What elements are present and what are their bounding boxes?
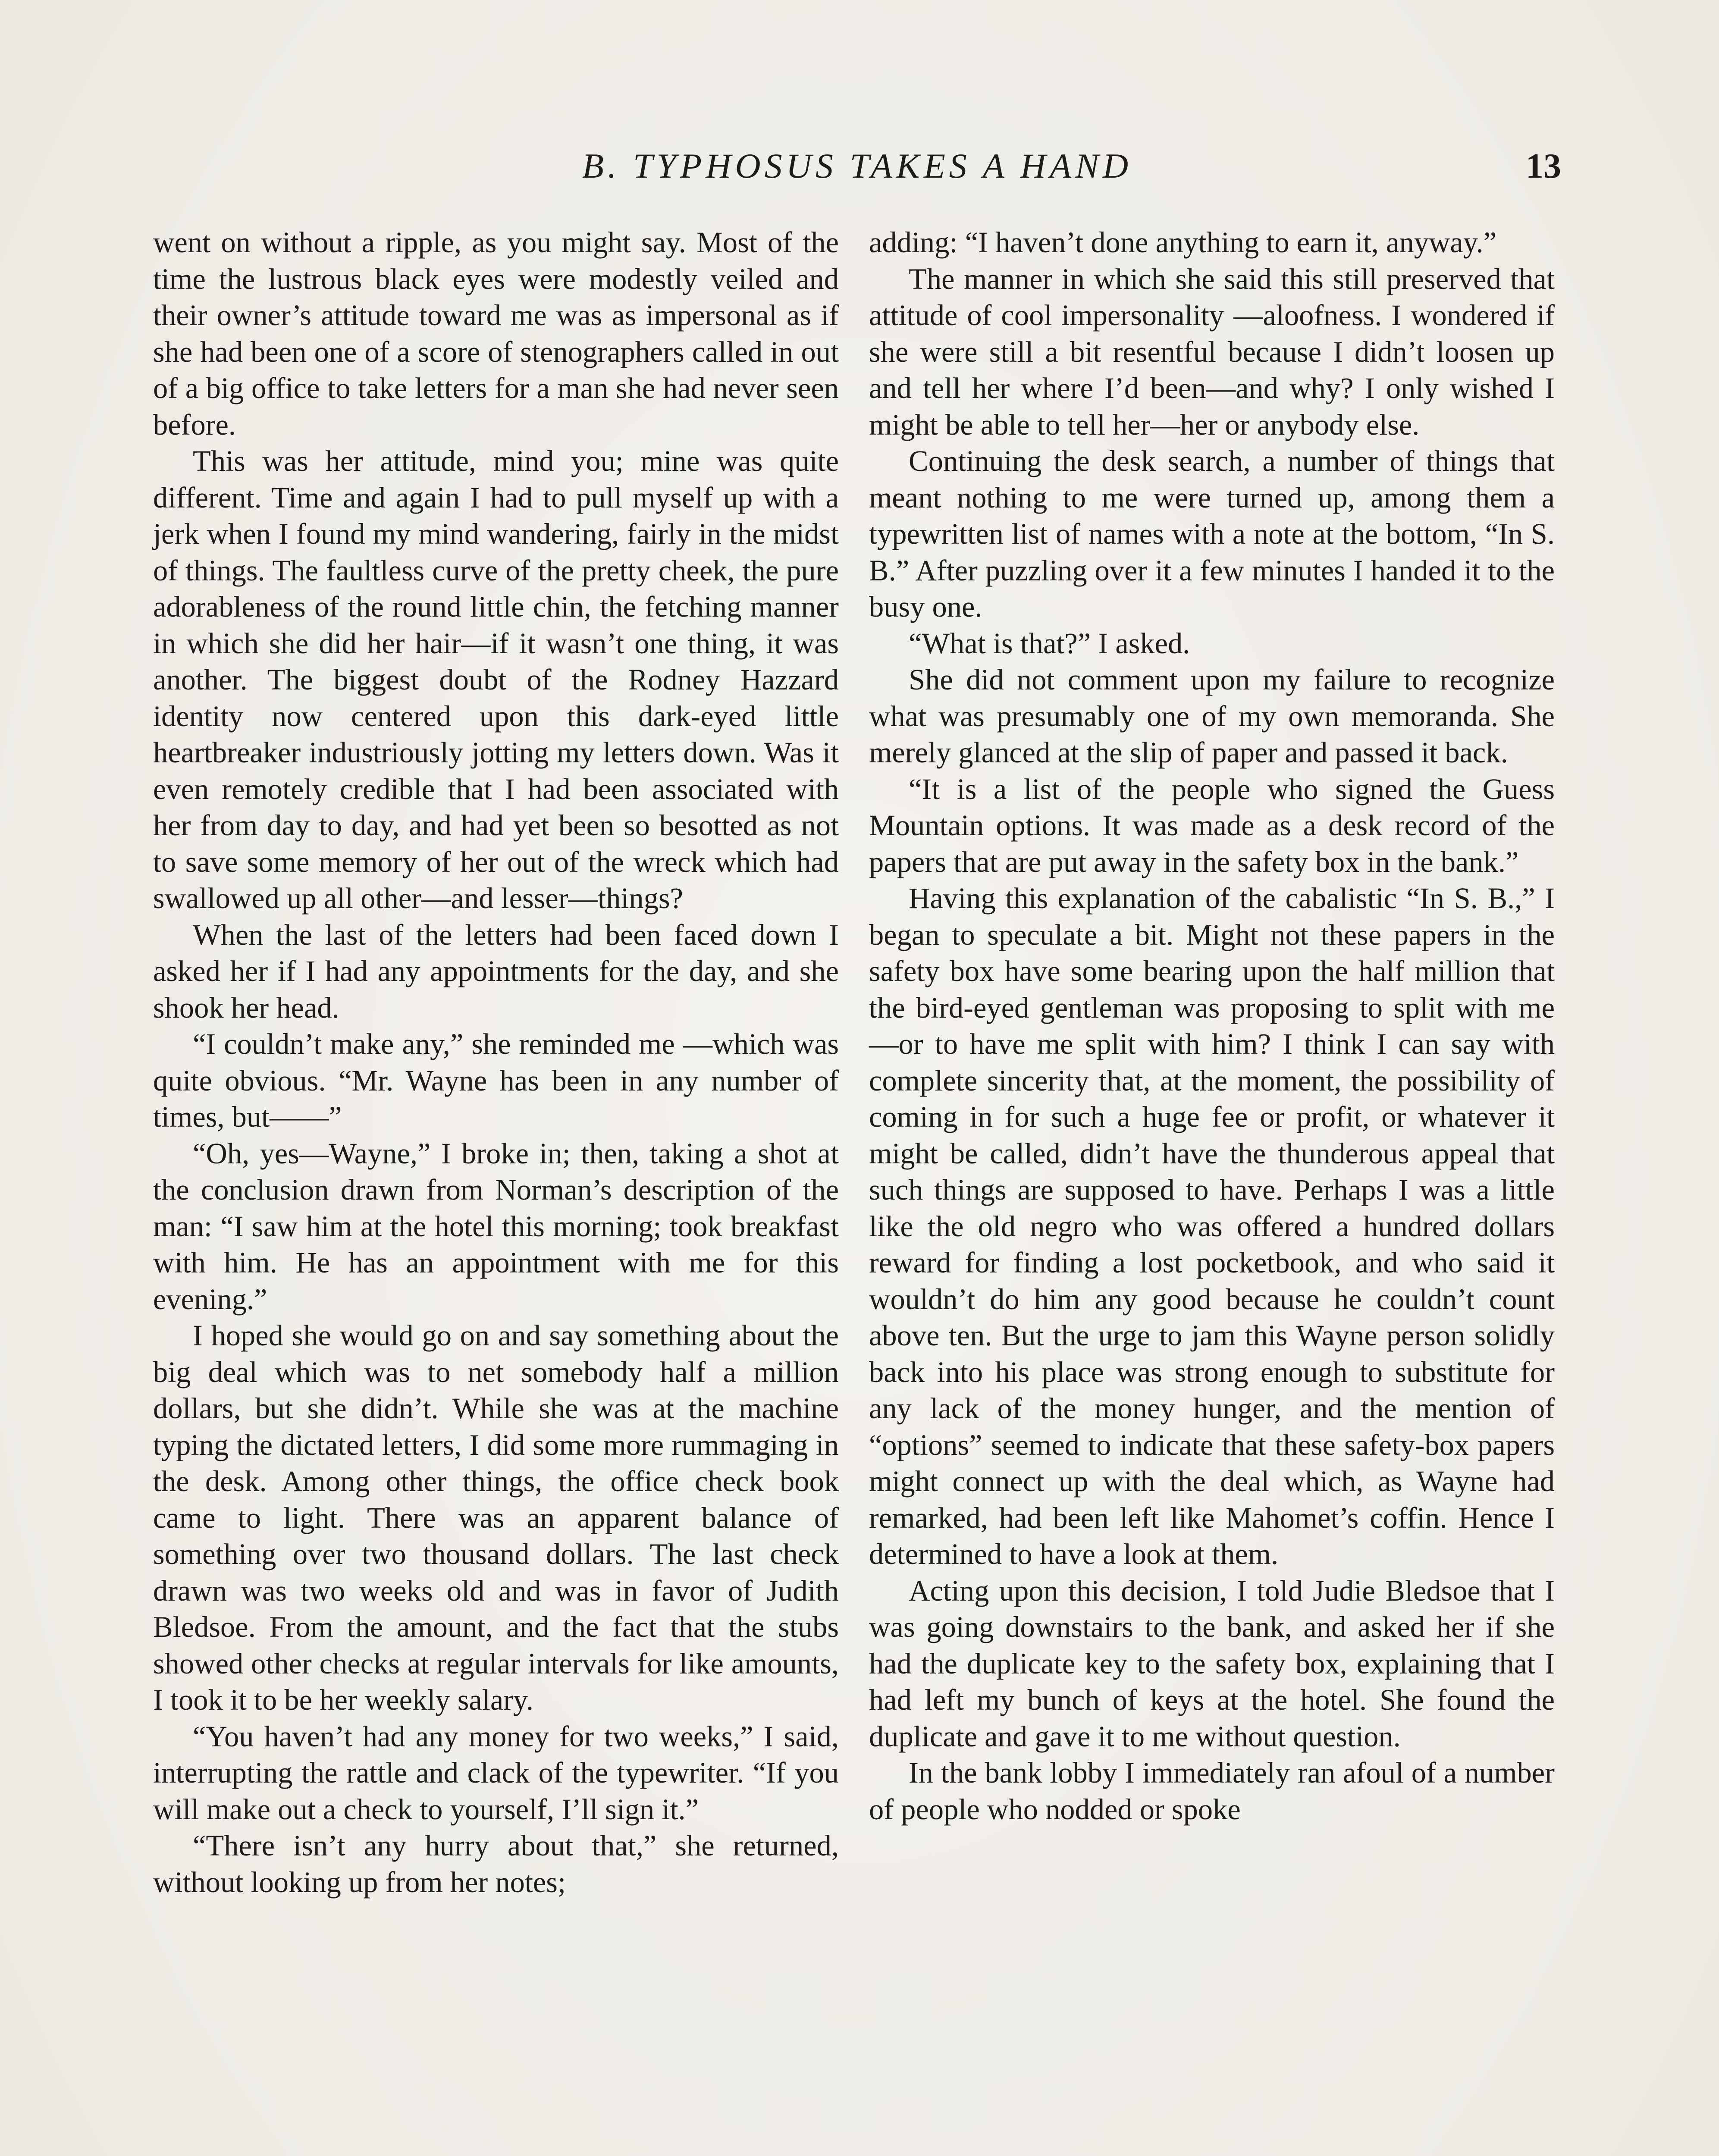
- paragraph: “It is a list of the people who signed the Guess Mountain options. It was made as a desk record of the papers that are put away in the safety box in the bank.”: [869, 772, 1555, 878]
- paragraph: Continuing the desk search, a number of things that meant nothing to me were turned up, among them a typewritten list of names with a note at the bottom, “In S. B.” After puzzling over it a few minutes I handed it to the busy one.: [869, 445, 1555, 623]
- paragraph: “What is that?” I asked.: [909, 627, 1190, 660]
- paragraph: I hoped she would go on and say something about the big deal which was to net somebody half a million dollars, but she didn’t. While she was at the machine typing the dictated letters, I did some more rummaging in the desk. Among other things, the office check book came to light. There was an apparent balance of something over two thousand dollars. The last check drawn was two weeks old and was in favor of Judith Bledsoe. From the amount, and the fact that the stubs showed other checks at regular intervals for like amounts, I took it to be her weekly salary.: [153, 1319, 839, 1716]
- paragraph: In the bank lobby I immediately ran afoul of a number of people who nodded or spoke: [869, 1756, 1555, 1826]
- paragraph: Acting upon this decision, I told Judie Bledsoe that I was going downstairs to the bank, and asked her if she had the duplicate key to the safety box, explaining that I had left my bunch of keys at the hotel. She found the duplicate and gave it to me without question.: [869, 1574, 1555, 1753]
- paragraph: “Oh, yes—Wayne,” I broke in; then, taking a shot at the conclusion drawn from Norman’s description of the man: “I saw him at the hotel this morning; took breakfast with him. He has an appointment with me for this evening.”: [153, 1137, 839, 1316]
- paragraph: Having this explanation of the cabalistic “In S. B.,” I began to speculate a bit. Might not these papers in the safety box have some bearing upon the half million that the bird-eyed gentleman was proposing to split with me—or to have me split with him? I think I can say with complete sincerity that, at the moment, the possibility of coming in for such a huge fee or profit, or whatever it might be called, didn’t have the thunderous appeal that such things are supposed to have. Perhaps I was a little like the old negro who was offered a hundred dollars reward for finding a lost pocketbook, and who said it wouldn’t do him any good because he couldn’t count above ten. But the urge to jam this Wayne person solidly back into his place was strong enough to substitute for any lack of the money hunger, and the mention of “options” seemed to indicate that these safety-box papers might connect up with the deal which, as Wayne had remarked, had been left like Mahomet’s coffin. Hence I determined to have a look at them.: [869, 882, 1555, 1570]
- paragraph: When the last of the letters had been faced down I asked her if I had any appointments for the day, and she shook her head.: [153, 918, 839, 1024]
- paragraph: This was her attitude, mind you; mine was quite different. Time and again I had to pull myself up with a jerk when I found my mind wandering, fairly in the midst of things. The faultless curve of the pretty cheek, the pure adorableness of the round little chin, the fetching manner in which she did her hair—if it wasn’t one thing, it was another. The biggest doubt of the Rodney Hazzard identity now centered upon this dark-eyed little heartbreaker industriously jotting my letters down. Was it even remotely credible that I had been associated with her from day to day, and had yet been so besotted as not to save some memory of her out of the wreck which had swallowed up all other—and lesser—things?: [153, 445, 839, 915]
- text-column-left: [153, 224, 839, 2156]
- paragraph: “There isn’t any hurry about that,” she returned, without looking up from her notes;: [153, 1829, 839, 1899]
- paragraph: “You haven’t had any money for two weeks,” I said, interrupting the rattle and clack of the typewriter. “If you will make out a check to yourself, I’ll sign it.”: [153, 1720, 839, 1826]
- page-number: 13: [1526, 146, 1561, 185]
- paragraph: The manner in which she said this still preserved that attitude of cool impersonality —aloofness. I wondered if she were still a bit resentful because I didn’t loosen up and tell her where I’d been—and why? I only wished I might be able to tell her—her or anybody else.: [869, 262, 1555, 441]
- running-title: B. TYPHOSUS TAKES A HAND: [582, 146, 1132, 185]
- paragraph: “I couldn’t make any,” she reminded me —which was quite obvious. “Mr. Wayne has been in any number of times, but——”: [153, 1028, 839, 1133]
- paragraph: went on without a ripple, as you might say. Most of the time the lustrous black eyes were modestly veiled and their owner’s attitude toward me was as impersonal as if she had been one of a score of stenographers called in out of a big office to take letters for a man she had never seen before.: [153, 226, 839, 441]
- paragraph: adding: “I haven’t done anything to earn it, anyway.”: [869, 226, 1497, 259]
- text-column-right: [869, 224, 1555, 2156]
- paragraph: She did not comment upon my failure to recognize what was presumably one of my own memoranda. She merely glanced at the slip of paper and passed it back.: [869, 663, 1555, 769]
- page-header: [153, 142, 1561, 190]
